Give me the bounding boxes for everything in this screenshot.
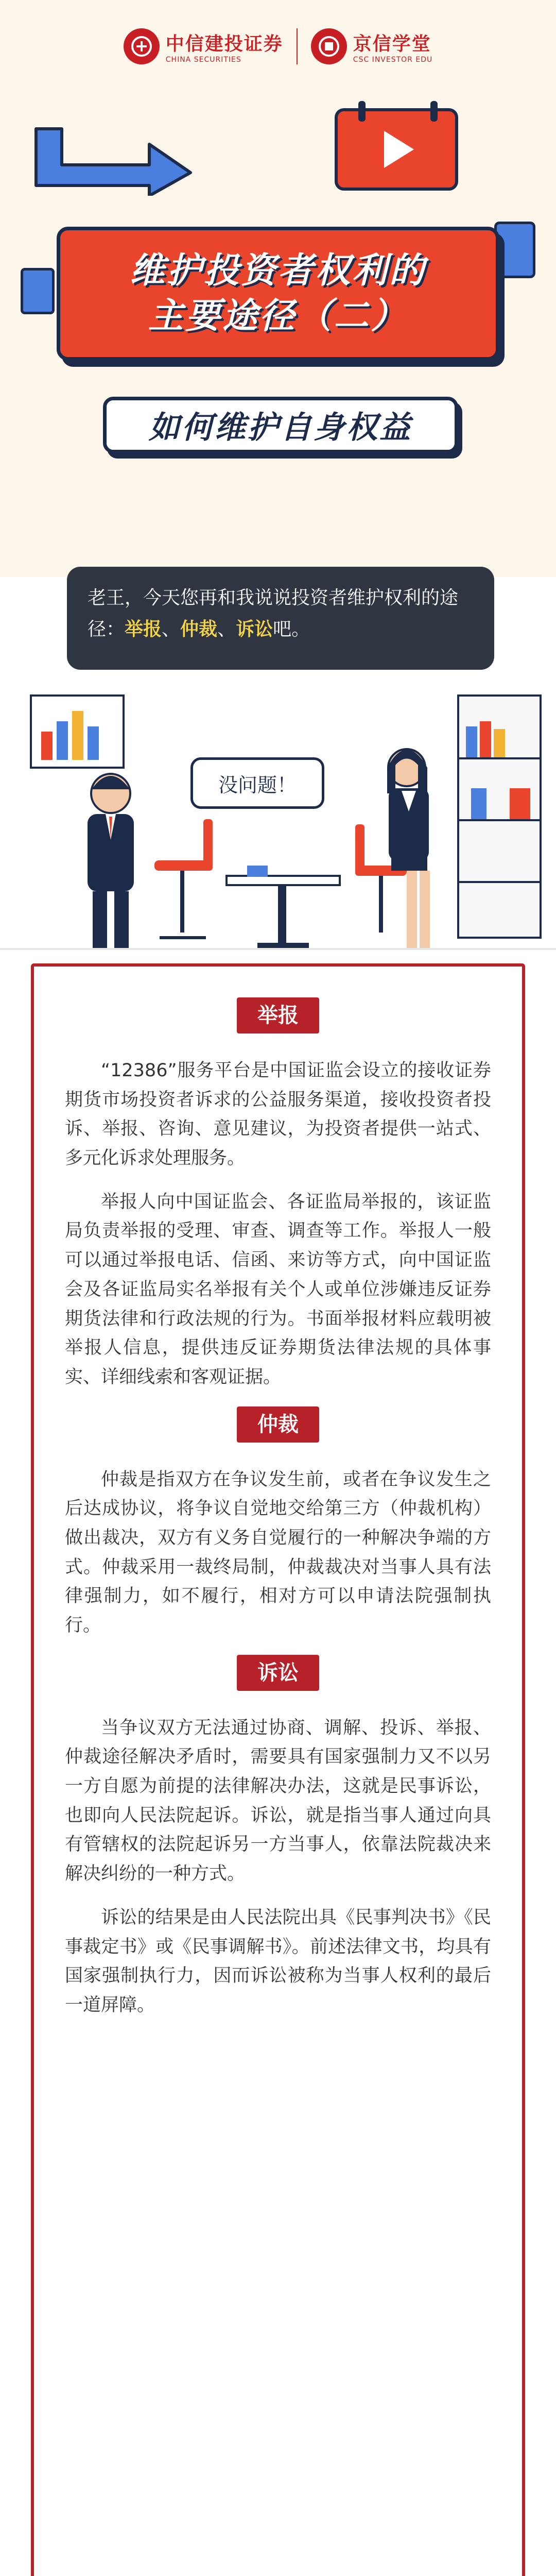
highlight-litigation: 诉讼 — [236, 619, 273, 640]
logo-bar — [0, 15, 556, 77]
main-title-box — [57, 227, 499, 361]
title-line-1: 维护投资者权利的 — [129, 250, 426, 291]
subtitle-box — [103, 397, 458, 453]
section-title-report: 举报 — [237, 997, 319, 1033]
csc-logo-icon — [124, 28, 160, 64]
highlight-report: 举报 — [125, 619, 162, 640]
litigation-paragraph-2: 诉讼的结果是由人民法院出具《民事判决书》《民事裁定书》或《民事调解书》。前述法律文书，均具有国家强制执行力，因而诉讼被称为当事人权利的最后一道屏障。 — [65, 1907, 491, 2015]
document-icon — [494, 222, 535, 278]
question-suffix: 吧。 — [273, 619, 310, 640]
report-paragraph-1: “12386”服务平台是中国证监会设立的接收证券期货市场投资者诉求的公益服务渠道，接收投资者投诉、举报、咨询、意见建议，为投资者提供一站式、多元化诉求处理服务。 — [65, 1060, 491, 1169]
phone-icon — [21, 268, 55, 314]
edu-logo-name: 京信学堂 — [353, 33, 431, 55]
subtitle: 如何维护自身权益 — [149, 410, 412, 446]
arbitration-paragraph-1: 仲裁是指双方在争议发生前，或者在争议发生之后达成协议，将争议自觉地交给第三方（仲裁机构）做出裁决，双方有义务自觉履行的一种解决争端的方式。仲裁采用一裁终局制，仲裁裁决对当事人具有法律强制力，如不履行，相对方可以申请法院强制执行。 — [65, 1469, 491, 1636]
office-scene-1 — [0, 675, 556, 963]
title-line-2: 主要途径（二） — [148, 296, 408, 336]
csc-logo-name: 中信建投证券 — [165, 33, 283, 55]
arrow-icon — [31, 118, 201, 196]
office-illustration — [0, 675, 556, 963]
question-text: 老王，今天您再和我说说投资者维护权利的途径： — [88, 587, 459, 640]
content-card — [31, 963, 525, 2576]
section-title-arbitration: 仲裁 — [237, 1406, 319, 1443]
edu-logo-name-en: CSC INVESTOR EDU — [353, 55, 433, 64]
play-video-icon — [335, 108, 458, 191]
question-dialog — [67, 567, 494, 670]
separator: 、 — [217, 619, 236, 640]
edu-logo-icon — [311, 28, 347, 64]
csc-logo-name-en: CHINA SECURITIES — [165, 55, 241, 64]
litigation-paragraph-1: 当争议双方无法通过协商、调解、投诉、举报、仲裁途径解决矛盾时，需要具有国家强制力又不以另一方自愿为前提的法律解决办法，这就是民事诉讼，也即向人民法院起诉。诉讼，就是指当事人通过向具有管辖权的法院起诉另一方当事人，依靠法院裁决来解决纠纷的一种方式。 — [65, 1717, 491, 1885]
edu-logo — [311, 28, 432, 64]
reply-bubble — [190, 757, 324, 809]
header-banner — [0, 0, 556, 577]
highlight-arbitration: 仲裁 — [180, 619, 218, 640]
separator: 、 — [162, 619, 181, 640]
reply-text: 没问题！ — [218, 773, 297, 796]
report-paragraph-2: 举报人向中国证监会、各证监局举报的，该证监局负责举报的受理、审查、调查等工作。举报人一般可以通过举报电话、信函、来访等方式，向中国证监会及各证监局实名举报有关个人或单位涉嫌违反证券期货法律和行政法规的行为。书面举报材料应载明被举报人信息，提供违反证券期货法律法规的具体事实、详细线索和客观证据。 — [65, 1191, 491, 1387]
csc-logo — [124, 28, 283, 64]
logo-divider — [297, 28, 298, 64]
section-title-litigation: 诉讼 — [237, 1655, 319, 1691]
